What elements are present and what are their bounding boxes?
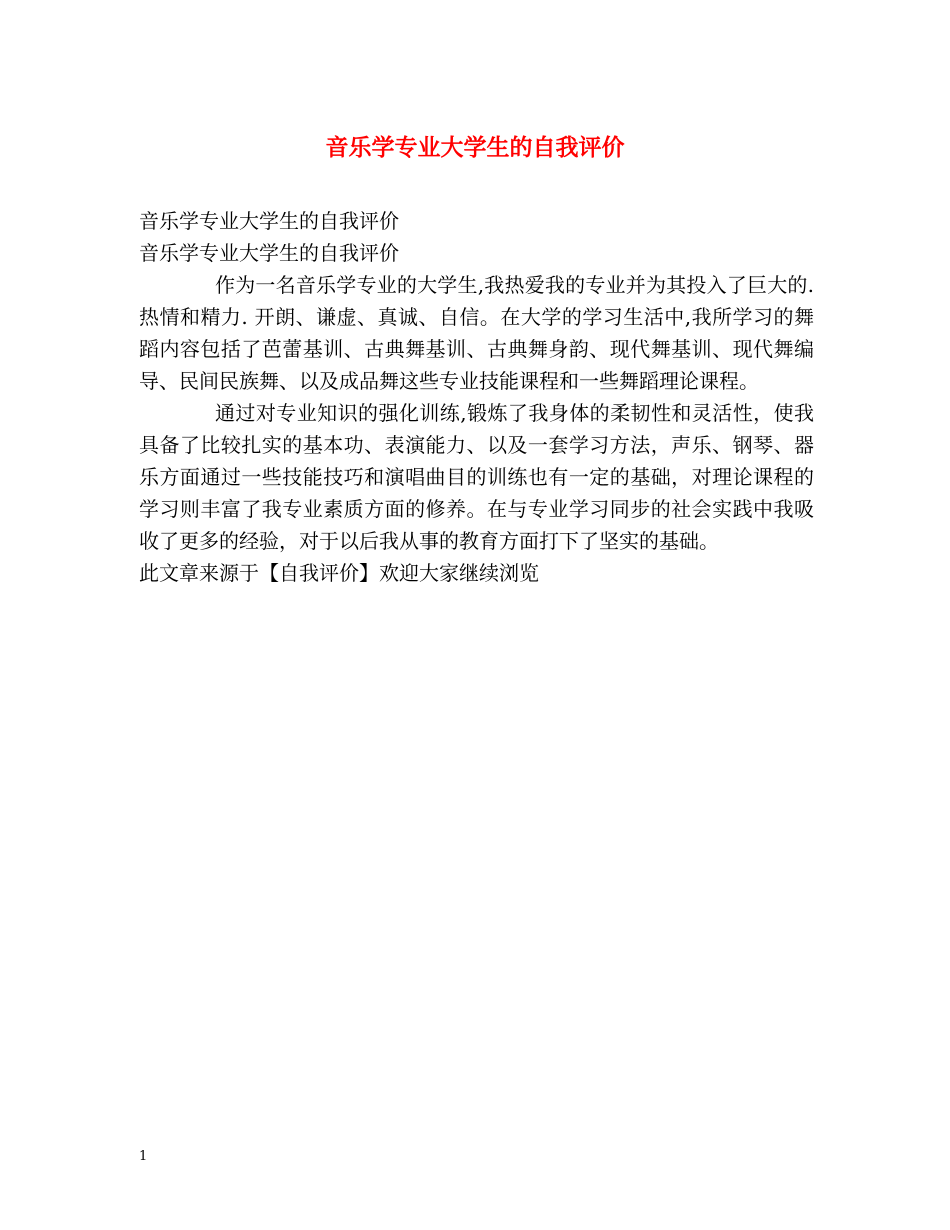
page-number: 1: [139, 1149, 148, 1164]
subtitle-line: 音乐学专业大学生的自我评价: [139, 241, 399, 265]
subtitle-line: 音乐学专业大学生的自我评价: [139, 209, 399, 233]
body-paragraph: 通过对专业知识的强化训练,锻炼了我身体的柔韧性和灵活性，使我具备了比较扎实的基本功、表演能力、以及一套学习方法，声乐、钢琴、器乐方面通过一些技能技巧和演唱曲目的训练也有一定的基础，对理论课程的学习则丰富了我专业素质方面的修养。在与专业学习同步的社会实践中我吸收了更多的经验，对于以后我从事的教育方面打下了坚实的基础。: [139, 401, 814, 553]
document-body: [139, 205, 814, 589]
source-note: 此文章来源于【自我评价】欢迎大家继续浏览: [139, 561, 539, 585]
body-paragraph: 作为一名音乐学专业的大学生,我热爱我的专业并为其投入了巨大的.热情和精力. 开朗、谦虚、真诚、自信。在大学的学习生活中,我所学习的舞蹈内容包括了芭蕾基训、古典舞基训、古典舞身韵、现代舞基训、现代舞编导、民间民族舞、以及成品舞这些专业技能课程和一些舞蹈理论课程。: [139, 273, 814, 393]
document-title: 音乐学专业大学生的自我评价: [325, 134, 625, 161]
